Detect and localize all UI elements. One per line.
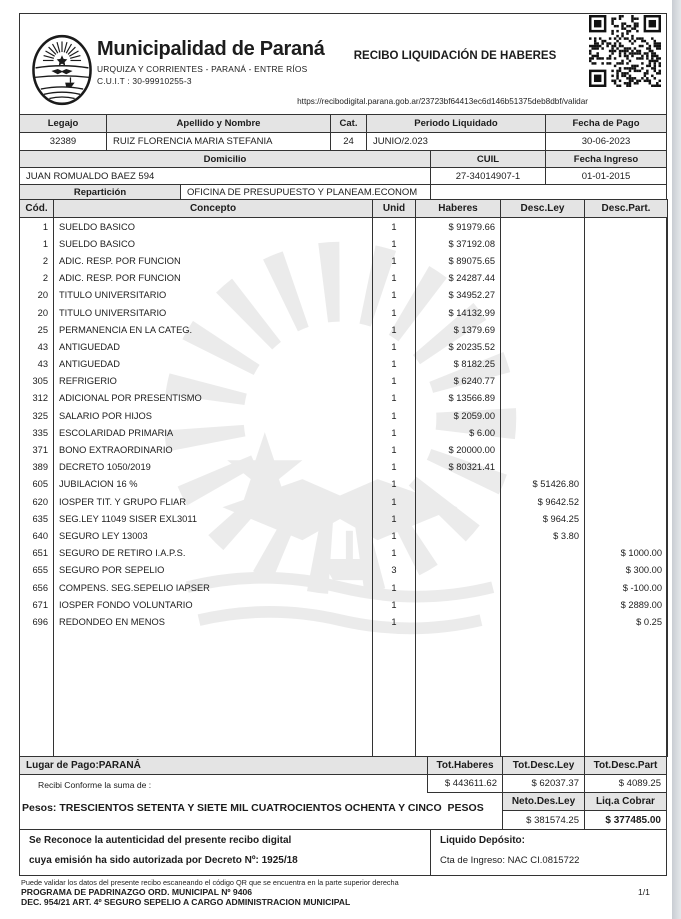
- col-desc-part: Desc.Part.: [585, 200, 668, 218]
- qr-code-icon: [589, 15, 661, 87]
- concept-row: 620 IOSPER TIT. Y GRUPO FLIAR 1 $ 9642.52: [20, 493, 668, 510]
- concept-row: 20 TITULO UNIVERSITARIO 1 $ 14132.99: [20, 304, 668, 321]
- concept-row: 25 PERMANENCIA EN LA CATEG. 1 $ 1379.69: [20, 321, 668, 338]
- scan-page-edge: [672, 0, 681, 919]
- liq-a-cobrar-value: $ 377485.00: [584, 810, 667, 830]
- liquido-deposito-label: Liquido Depósito:: [440, 835, 525, 846]
- concept-row: 656 COMPENS. SEG.SEPELIO IAPSER 1 $ -100.00: [20, 579, 668, 596]
- concept-row: 325 SALARIO POR HIJOS 1 $ 2059.00: [20, 407, 668, 424]
- authenticity-box: [19, 829, 431, 876]
- legajo-value: 32389: [19, 132, 107, 151]
- nombre-value: RUIZ FLORENCIA MARIA STEFANIA: [106, 132, 331, 151]
- concept-row: 696 REDONDEO EN MENOS 1 $ 0.25: [20, 613, 668, 630]
- tot-desc-ley-header: Tot.Desc.Ley: [502, 756, 585, 775]
- concept-row: 635 SEG.LEY 11049 SISER EXL3011 1 $ 964.25: [20, 510, 668, 527]
- concept-row: 43 ANTIGUEDAD 1 $ 20235.52: [20, 338, 668, 355]
- org-name: Municipalidad de Paraná: [97, 38, 325, 60]
- fecha-ingreso-value: 01-01-2015: [545, 167, 667, 185]
- liq-a-cobrar-header: Liq.a Cobrar: [584, 792, 667, 811]
- concept-row: 389 DECRETO 1050/2019 1 $ 80321.41: [20, 459, 668, 476]
- cuil-value: 27-34014907-1: [430, 167, 546, 185]
- concept-row: 2 ADIC. RESP. POR FUNCION 1 $ 89075.65: [20, 252, 668, 269]
- concept-row: 640 SEGURO LEY 13003 1 $ 3.80: [20, 527, 668, 544]
- concept-row: 305 REFRIGERIO 1 $ 6240.77: [20, 373, 668, 390]
- periodo-value: JUNIO/2.023: [366, 132, 546, 151]
- page-indicator: 1/1: [638, 887, 650, 897]
- lugar-pago: Lugar de Pago:PARANÁ: [19, 756, 428, 775]
- neto-des-ley-header: Neto.Des.Ley: [502, 792, 585, 811]
- neto-des-ley-value: $ 381574.25: [502, 810, 585, 830]
- program-line: PROGRAMA DE PADRINAZGO ORD. MUNICIPAL Nº 9406: [21, 887, 253, 897]
- concept-row: 605 JUBILACION 16 % 1 $ 51426.80: [20, 476, 668, 493]
- concept-row: 20 TITULO UNIVERSITARIO 1 $ 34952.27: [20, 287, 668, 304]
- concept-row: 312 ADICIONAL POR PRESENTISMO 1 $ 13566.89: [20, 390, 668, 407]
- concept-row: 2 ADIC. RESP. POR FUNCION 1 $ 24287.44: [20, 270, 668, 287]
- concept-row: 1 SUELDO BASICO 1 $ 37192.08: [20, 235, 668, 252]
- fecha-pago-header: Fecha de Pago: [545, 114, 667, 133]
- reparticion-header: Repartición: [19, 184, 181, 200]
- fecha-pago-value: 30-06-2023: [545, 132, 667, 151]
- tot-desc-part-header: Tot.Desc.Part: [584, 756, 667, 775]
- periodo-header: Periodo Liquidado: [366, 114, 546, 133]
- fecha-ingreso-header: Fecha Ingreso: [545, 150, 667, 168]
- col-concepto: Concepto: [54, 200, 373, 218]
- deposit-box: [430, 829, 667, 876]
- concept-row: 371 BONO EXTRAORDINARIO 1 $ 20000.00: [20, 441, 668, 458]
- concepts-body: [20, 218, 668, 757]
- validation-url: https://recibodigital.parana.gob.ar/23723bf64413ec6d146b51375deb8dbf/validar: [297, 97, 588, 106]
- domicilio-header: Domicilio: [19, 150, 431, 168]
- cat-value: 24: [330, 132, 367, 151]
- cat-header: Cat.: [330, 114, 367, 133]
- col-haberes: Haberes: [416, 200, 501, 218]
- col-desc-ley: Desc.Ley: [501, 200, 585, 218]
- table-filler-row: [20, 631, 668, 757]
- concept-row: 43 ANTIGUEDAD 1 $ 8182.25: [20, 356, 668, 373]
- concepts-header-row: [20, 200, 668, 218]
- col-cod: Cód.: [20, 200, 54, 218]
- qr-validate-note: Puede validar los datos del presente recibo escaneando el código QR que se encuentra en la parte superior derecha: [21, 878, 399, 887]
- domicilio-value: JUAN ROMUALDO BAEZ 594: [19, 167, 431, 185]
- authenticity-line1: Se Reconoce la autenticidad del presente recibo digital: [29, 835, 292, 846]
- municipal-coat-of-arms-icon: [30, 33, 94, 107]
- org-cuit: C.U.I.T : 30-99910255-3: [97, 76, 192, 86]
- concept-row: 655 SEGURO POR SEPELIO 3 $ 300.00: [20, 562, 668, 579]
- legajo-header: Legajo: [19, 114, 107, 133]
- reparticion-value: OFICINA DE PRESUPUESTO Y PLANEAM.ECONOM: [180, 184, 431, 200]
- org-address: URQUIZA Y CORRIENTES - PARANÁ - ENTRE RÍOS: [97, 64, 308, 74]
- concept-row: 335 ESCOLARIDAD PRIMARIA 1 $ 6.00: [20, 424, 668, 441]
- col-unid: Unid: [373, 200, 416, 218]
- concepts-table: [19, 199, 667, 757]
- tot-haberes-value: $ 443611.62: [427, 774, 503, 793]
- document-title: RECIBO LIQUIDACIÓN DE HABERES: [353, 50, 557, 62]
- tot-desc-ley-value: $ 62037.37: [502, 774, 585, 793]
- amount-in-words: Pesos: TRESCIENTOS SETENTA Y SIETE MIL CUATROCIENTOS OCHENTA Y CINCO PESOS: [22, 802, 484, 814]
- cuil-header: CUIL: [430, 150, 546, 168]
- cta-ingreso: Cta de Ingreso: NAC CI.0815722: [440, 855, 580, 866]
- recibi-conforme-label: Recibi Conforme la suma de :: [38, 780, 152, 790]
- concept-row: 651 SEGURO DE RETIRO I.A.P.S. 1 $ 1000.00: [20, 545, 668, 562]
- concept-row: 1 SUELDO BASICO 1 $ 91979.66: [20, 218, 668, 236]
- tot-haberes-header: Tot.Haberes: [427, 756, 503, 775]
- concept-row: 671 IOSPER FONDO VOLUNTARIO 1 $ 2889.00: [20, 596, 668, 613]
- authenticity-line2: cuya emisión ha sido autorizada por Decreto Nº: 1925/18: [29, 855, 298, 866]
- nombre-header: Apellido y Nombre: [106, 114, 331, 133]
- tot-desc-part-value: $ 4089.25: [584, 774, 667, 793]
- decree-line: DEC. 954/21 ART. 4º SEGURO SEPELIO A CARGO ADMINISTRACION MUNICIPAL: [21, 897, 351, 907]
